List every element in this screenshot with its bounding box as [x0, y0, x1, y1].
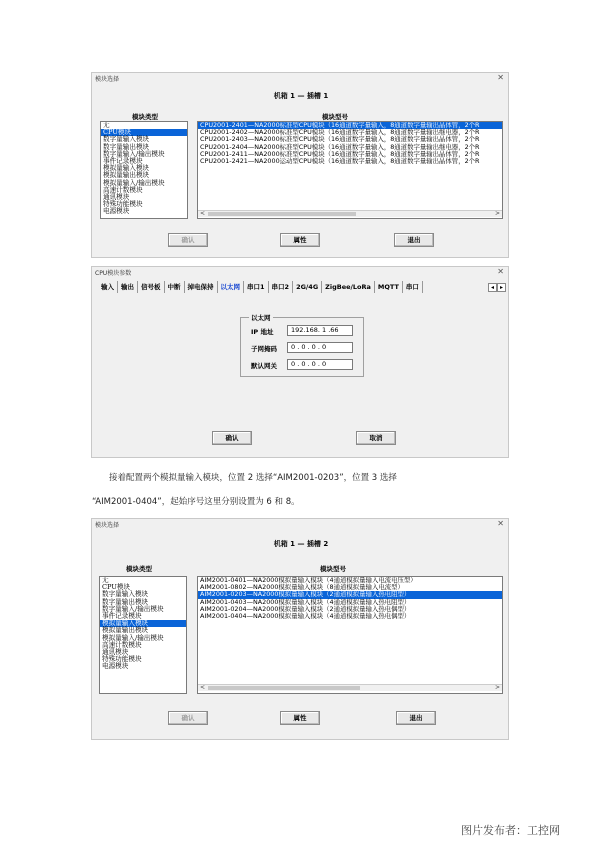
- tab-item[interactable]: MQTT: [375, 281, 403, 293]
- module-type-list[interactable]: [100, 121, 188, 219]
- module-model-item[interactable]: CPU2001-2404—NA2000标准型CPU模块（16通道数字量输入，8通道数字量输出继电器，2个R: [200, 142, 480, 151]
- module-model-item[interactable]: CPU2001-2421—NA2000运动型CPU模块（16通道数字量输入，8通道数字量输出晶体管，2个R: [200, 157, 480, 166]
- module-type-list[interactable]: [99, 576, 187, 694]
- gateway-label: 默认网关: [251, 362, 277, 370]
- module-type-item[interactable]: 数字量输入/输出模块: [102, 604, 164, 613]
- module-model-item[interactable]: AIM2001-0203—NA2000模拟量输入模块（2通道模拟量输入热电阻型）: [198, 591, 502, 598]
- scroll-right-icon[interactable]: >: [494, 684, 500, 691]
- mask-label: 子网掩码: [251, 345, 277, 353]
- properties-button[interactable]: 属性: [280, 233, 320, 247]
- module-type-item[interactable]: 模拟量输出模块: [103, 171, 150, 180]
- module-model-list[interactable]: [197, 121, 503, 219]
- tab-scroll-left-icon[interactable]: ◂: [488, 283, 497, 292]
- module-type-item[interactable]: CPU模块: [102, 583, 131, 592]
- module-type-item[interactable]: 特殊功能模块: [103, 200, 143, 209]
- publisher-footer: 图片发布者：工控网: [461, 824, 560, 837]
- module-model-item[interactable]: AIM2001-0802—NA2000模拟量输入模块（8通道模拟量输入电流型）: [200, 583, 404, 592]
- module-type-item[interactable]: 高速计数模块: [103, 185, 143, 194]
- module-model-item[interactable]: AIM2001-0204—NA2000模拟量输入模块（2通道模拟量输入热电偶型）: [200, 604, 411, 613]
- model-header: 模块型号: [322, 113, 348, 121]
- module-model-item[interactable]: CPU2001-2411—NA2000标准型CPU模块（16通道数字量输入，8通道数字量输出晶体管，2个R: [200, 149, 480, 158]
- tab-item[interactable]: 串口1: [244, 281, 269, 293]
- module-model-item[interactable]: CPU2001-2402—NA2000标准型CPU模块（16通道数字量输入，8通道数字量输出继电器，2个R: [200, 128, 480, 137]
- tab-item[interactable]: 输出: [118, 281, 138, 293]
- module-model-item[interactable]: AIM2001-0403—NA2000模拟量输入模块（4通道模拟量输入热电阻型）: [200, 597, 411, 606]
- horizontal-scrollbar[interactable]: [198, 210, 502, 217]
- model-header: 模块型号: [320, 565, 346, 573]
- close-icon[interactable]: ✕: [497, 73, 504, 82]
- window-title: 模块选择: [95, 76, 120, 83]
- scroll-left-icon[interactable]: <: [200, 210, 206, 217]
- tab-item[interactable]: 串口: [403, 281, 423, 293]
- confirm-button[interactable]: 确认: [212, 431, 252, 445]
- horizontal-scrollbar[interactable]: [198, 684, 502, 691]
- properties-button[interactable]: 属性: [280, 711, 320, 725]
- module-type-item[interactable]: 模拟量输入模块: [103, 164, 150, 173]
- tab-scroll-arrows: [488, 283, 506, 292]
- group-title: 以太网: [251, 314, 271, 322]
- exit-button[interactable]: 退出: [396, 711, 436, 725]
- module-type-item[interactable]: 电源模块: [103, 207, 130, 216]
- tab-item[interactable]: 串口2: [269, 281, 294, 293]
- module-type-item[interactable]: 数字量输出模块: [103, 142, 150, 151]
- window-title: 模块选择: [95, 522, 120, 529]
- module-type-item[interactable]: 数字量输入模块: [103, 135, 150, 144]
- tab-strip: [98, 281, 423, 293]
- tab-item[interactable]: 信号板: [138, 281, 165, 293]
- module-type-item[interactable]: 事件记录模块: [103, 157, 143, 166]
- tab-item[interactable]: 2G/4G: [293, 281, 322, 293]
- module-type-item[interactable]: 模拟量输入/输出模块: [103, 178, 165, 187]
- cancel-button[interactable]: 取消: [356, 431, 396, 445]
- slot-caption: 机箱 1 — 插槽 2: [273, 540, 329, 548]
- module-type-item[interactable]: 通讯模块: [103, 193, 130, 202]
- module-type-item[interactable]: 无: [102, 576, 109, 584]
- module-type-item[interactable]: 电源模块: [102, 662, 129, 671]
- confirm-button[interactable]: 确认: [168, 711, 208, 725]
- slot-caption: 机箱 1 — 插槽 1: [273, 92, 329, 100]
- tab-item[interactable]: 以太网: [218, 281, 245, 293]
- module-model-item[interactable]: AIM2001-0404—NA2000模拟量输入模块（4通道模拟量输入热电偶型）: [200, 612, 411, 621]
- paragraph-line-1: 接着配置两个模拟量输入模块，位置 2 选择“AIM2001-0203”，位置 3 选择: [109, 473, 397, 483]
- tab-scroll-right-icon[interactable]: ▸: [497, 283, 506, 292]
- module-model-item[interactable]: AIM2001-0401—NA2000模拟量输入模块（4通道模拟量输入电流电压型）: [200, 576, 417, 584]
- scroll-right-icon[interactable]: >: [494, 210, 500, 217]
- module-type-item[interactable]: 模拟量输入模块: [100, 620, 186, 627]
- close-icon[interactable]: ✕: [497, 519, 504, 528]
- module-model-item[interactable]: CPU2001-2401—NA2000标准型CPU模块（16通道数字量输入，8通道数字量输出晶体管，2个R: [198, 122, 502, 129]
- instruction-paragraph: [92, 466, 512, 514]
- default-gateway-field[interactable]: 0 . 0 . 0 . 0: [287, 359, 353, 370]
- ip-label: IP 地址: [251, 328, 274, 336]
- close-icon[interactable]: ✕: [497, 267, 504, 276]
- tab-item[interactable]: ZigBee/LoRa: [322, 281, 375, 293]
- module-type-item[interactable]: 事件记录模块: [102, 612, 142, 621]
- tab-item[interactable]: 输入: [98, 281, 118, 293]
- exit-button[interactable]: 退出: [394, 233, 434, 247]
- type-header: 模块类型: [126, 565, 152, 573]
- module-type-item[interactable]: 模拟量输出模块: [102, 626, 149, 635]
- paragraph-line-2: “AIM2001-0404”，起始序号这里分别设置为 6 和 8。: [92, 497, 300, 507]
- scroll-thumb[interactable]: [208, 212, 356, 216]
- module-model-list[interactable]: [197, 576, 503, 694]
- scroll-thumb[interactable]: [208, 686, 360, 690]
- module-type-item[interactable]: 高速计数模块: [102, 640, 142, 649]
- module-select-dialog-2: [91, 518, 509, 740]
- module-type-item[interactable]: 数字量输出模块: [102, 597, 149, 606]
- scroll-left-icon[interactable]: <: [200, 684, 206, 691]
- confirm-button[interactable]: 确认: [168, 233, 208, 247]
- module-select-dialog-1: [91, 72, 509, 258]
- ethernet-group: [240, 314, 364, 377]
- ip-address-field[interactable]: 192.168. 1 .66: [287, 325, 353, 336]
- module-type-item[interactable]: CPU模块: [101, 129, 187, 136]
- module-type-item[interactable]: 特殊功能模块: [102, 655, 142, 664]
- window-title: CPU模块参数: [95, 270, 132, 277]
- module-type-item[interactable]: 通讯模块: [102, 648, 129, 657]
- subnet-mask-field[interactable]: 0 . 0 . 0 . 0: [287, 342, 353, 353]
- module-type-item[interactable]: 无: [103, 121, 110, 129]
- tab-item[interactable]: 中断: [165, 281, 185, 293]
- module-model-item[interactable]: CPU2001-2403—NA2000标准型CPU模块（16通道数字量输入，8通道数字量输出晶体管，2个R: [200, 135, 480, 144]
- module-type-item[interactable]: 模拟量输入/输出模块: [102, 633, 164, 642]
- tab-item[interactable]: 掉电保持: [185, 281, 218, 293]
- cpu-params-dialog: [91, 266, 509, 458]
- type-header: 模块类型: [132, 113, 158, 121]
- module-type-item[interactable]: 数字量输入模块: [102, 590, 149, 599]
- module-type-item[interactable]: 数字量输入/输出模块: [103, 149, 165, 158]
